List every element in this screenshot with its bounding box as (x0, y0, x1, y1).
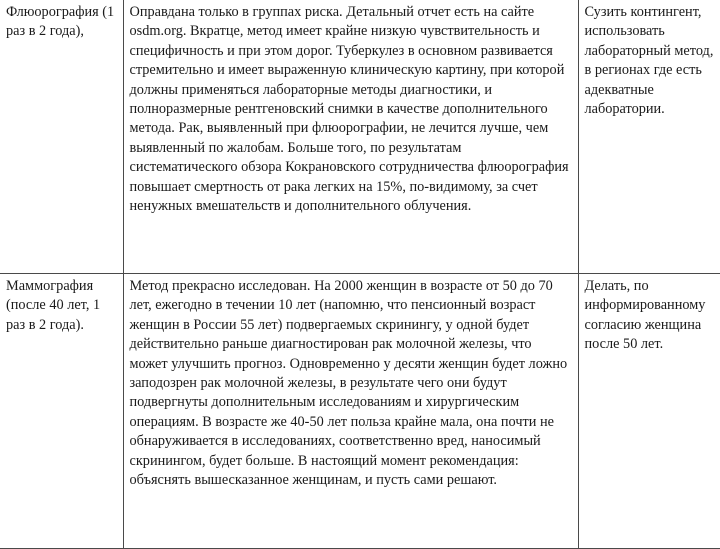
method-cell (0, 0, 123, 274)
description-text: Метод прекрасно исследован. На 2000 женщин в возрасте от 50 до 70 лет, ежегодно в течении 10 лет (напомню, что пенсионный возраст женщин в России 55 лет) подвергаемых скринингу, у одной будет действительно раньше диагностирован рак молочной железы, что может улучшить прогноз. Одновременно у десяти женщин будет ложно заподозрен рак молочной железы, в результате чего они будут подвергнуты дополнительным исследованиям и хирургическим операциям. В возрасте же 40-50 лет польза крайне мала, она почти не обнаруживается в исследованиях, соответственно вред, наносимый скринингом, будет больше. В настоящий момент рекомендация: объяснять вышесказанное женщинам, и пусть сами решают. (129, 278, 568, 489)
recommendation-text: Делать, по информированному согласию женщина после 50 лет. (584, 278, 706, 353)
description-cell (123, 0, 578, 274)
method-text: Маммография (после 40 лет, 1 раз в 2 года). (6, 278, 101, 333)
table-row (0, 0, 720, 274)
method-cell (0, 274, 123, 549)
table-row (0, 274, 720, 549)
recommendation-cell (578, 274, 720, 549)
recommendation-text: Сузить контингент, использовать лабораторный метод, в регионах где есть адекватные лаборатории. (584, 4, 714, 118)
method-text: Флюорография (1 раз в 2 года), (6, 4, 115, 40)
description-cell (123, 274, 578, 549)
description-text: Оправдана только в группах риска. Детальный отчет есть на сайте osdm.org. Вкратце, метод имеет крайне низкую чувствительность и специфичность и при этом дорог. Туберкулез в основном развивается стремительно и имеет выраженную клиническую картину, при которой должны применяться лабораторные методы диагностики, и полноразмерные рентгеновский снимки в качестве дополнительного метода. Рак, выявленный при флюорографии, не лечится лучше, чем выявленный по жалобам. Больше того, по результатам систематического обзора Кокрановского сотрудничества флюорография повышает смертность от рака легких на 15%, по-видимому, за счет ненужных вмешательств и дополнительного облучения. (129, 4, 569, 215)
recommendation-cell (578, 0, 720, 274)
